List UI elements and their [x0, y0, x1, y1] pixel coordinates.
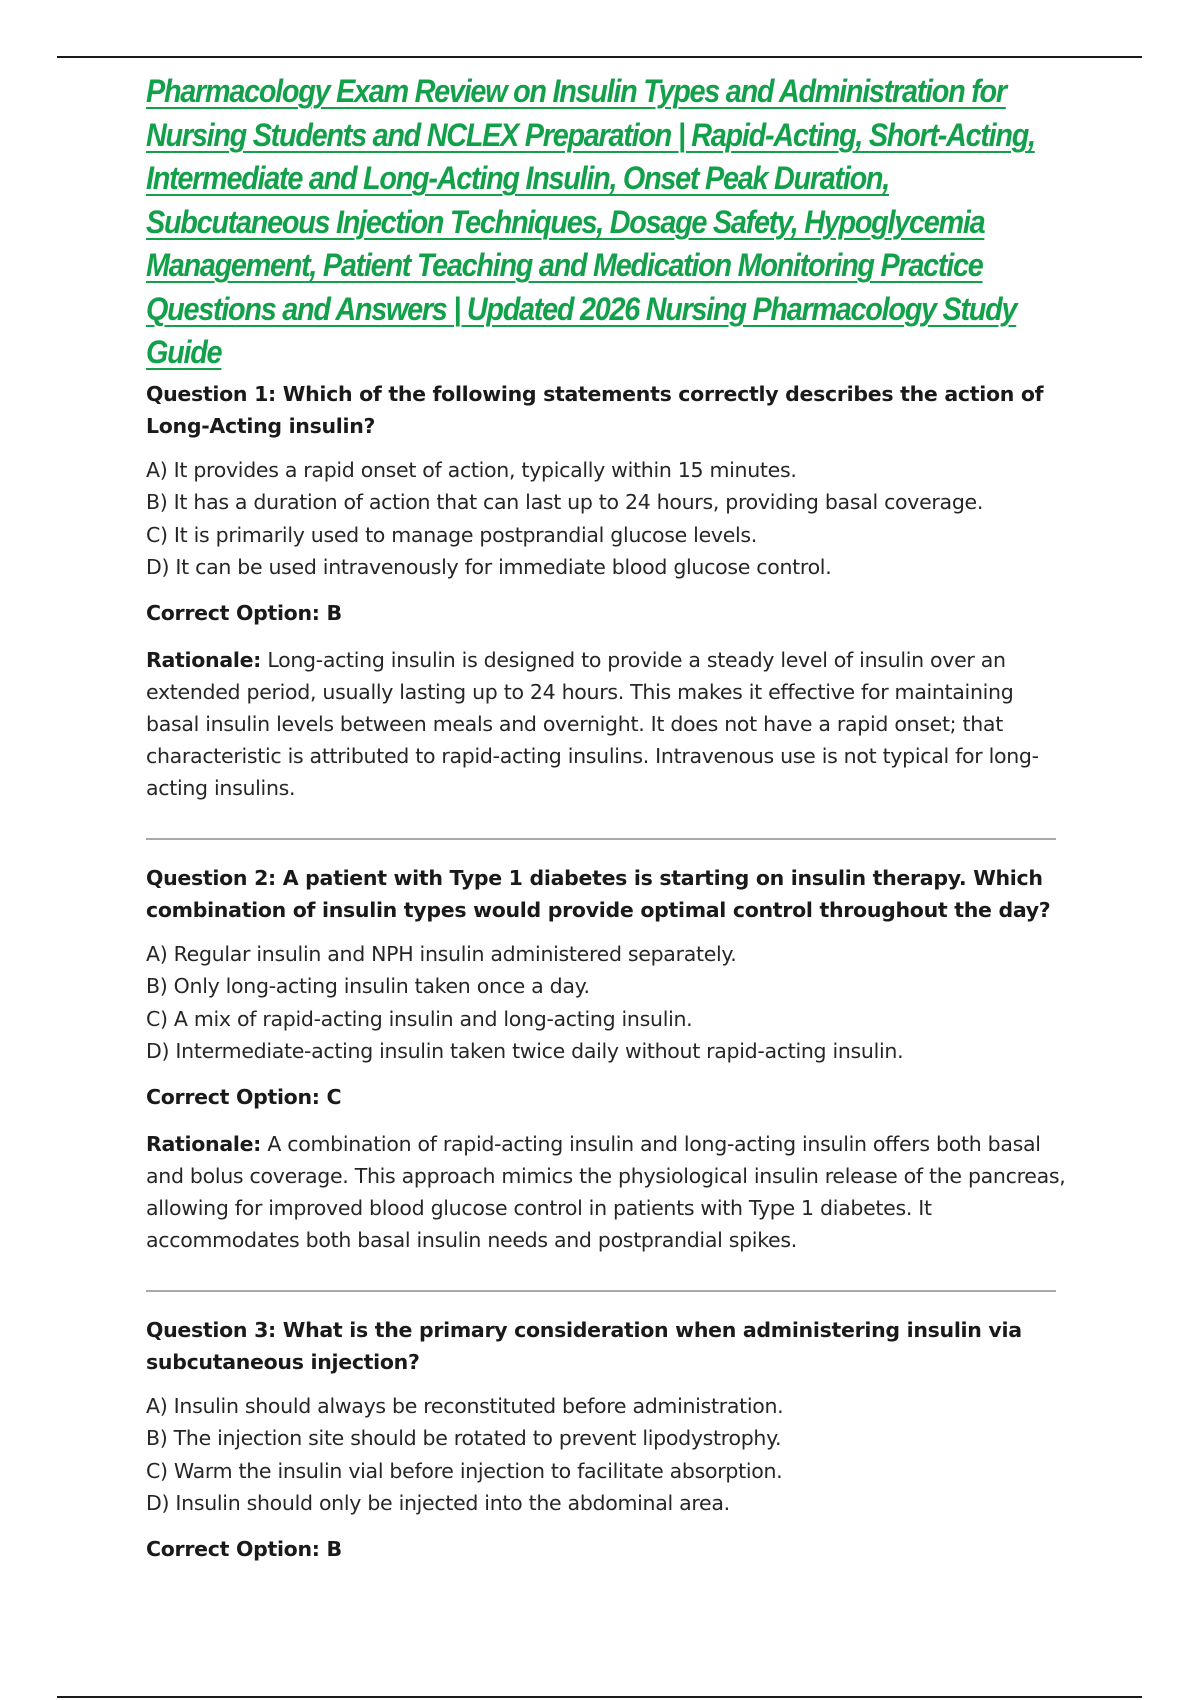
option-a: A) Regular insulin and NPH insulin administered separately. [146, 941, 737, 966]
rationale-label: Rationale: [146, 1131, 262, 1156]
rationale [146, 644, 1066, 804]
question-block-1 [146, 378, 1066, 804]
option-b: B) Only long-acting insulin taken once a day. [146, 974, 590, 998]
document-title[interactable]: Pharmacology Exam Review on Insulin Types and Administration for Nursing Students and NCLEX Preparation | Rapid-Acting, Short-Acting, Intermediate and Long-Acting Insulin, Onset Peak Duration, Subcutaneous Injection Techniques, Dosage Safety, Hypoglycemia Management, Patient Teaching and Medication Monitoring Practice Questions and Answers | Updated 2026 Nursing Pharmacology Study Guide [146, 73, 1035, 370]
option-d: D) Insulin should only be injected into the abdominal area. [146, 1491, 730, 1515]
option-b: B) The injection site should be rotated to prevent lipodystrophy. [146, 1426, 782, 1450]
option-c: C) Warm the insulin vial before injection to facilitate absorption. [146, 1458, 783, 1483]
option-b: B) It has a duration of action that can last up to 24 hours, providing basal coverage. [146, 490, 984, 514]
option-d: D) Intermediate-acting insulin taken twice daily without rapid-acting insulin. [146, 1039, 904, 1063]
question-text: Question 1: Which of the following statements correctly describes the action of Long-Acting insulin? [146, 381, 1044, 438]
rationale-text: Long-acting insulin is designed to provide a steady level of insulin over an extended period, usually lasting up to 24 hours. This makes it effective for maintaining basal insulin levels between meals and overnight. It does not have a rapid onset; that characteristic is attributed to rapid-acting insulins. Intravenous use is not typical for long-acting insulins. [146, 647, 1039, 800]
option-a: A) Insulin should always be reconstituted before administration. [146, 1393, 784, 1418]
rationale-label: Rationale: [146, 647, 262, 672]
document-body [146, 70, 1066, 1565]
option-a: A) It provides a rapid onset of action, typically within 15 minutes. [146, 457, 797, 482]
section-divider [146, 1290, 1056, 1292]
options-list [146, 938, 1066, 1068]
top-rule [57, 56, 1142, 58]
question-text: Question 3: What is the primary consideration when administering insulin via subcutaneous injection? [146, 1317, 1022, 1374]
option-c: C) It is primarily used to manage postprandial glucose levels. [146, 522, 758, 547]
correct-option: Correct Option: B [146, 1536, 342, 1561]
question-block-3 [146, 1314, 1066, 1565]
option-c: C) A mix of rapid-acting insulin and long-acting insulin. [146, 1006, 693, 1031]
question-text: Question 2: A patient with Type 1 diabetes is starting on insulin therapy. Which combination of insulin types would provide optimal control throughout the day? [146, 865, 1051, 922]
question-block-2 [146, 862, 1066, 1256]
correct-option: Correct Option: C [146, 1084, 342, 1109]
option-d: D) It can be used intravenously for immediate blood glucose control. [146, 555, 832, 579]
rationale [146, 1128, 1066, 1256]
options-list [146, 454, 1066, 584]
correct-option: Correct Option: B [146, 600, 342, 625]
rationale-text: A combination of rapid-acting insulin and long-acting insulin offers both basal and bolus coverage. This approach mimics the physiological insulin release of the pancreas, allowing for improved blood glucose control in patients with Type 1 diabetes. It accommodates both basal insulin needs and postprandial spikes. [146, 1131, 1066, 1252]
section-divider [146, 838, 1056, 840]
bottom-rule [57, 1696, 1142, 1698]
options-list [146, 1390, 1066, 1520]
